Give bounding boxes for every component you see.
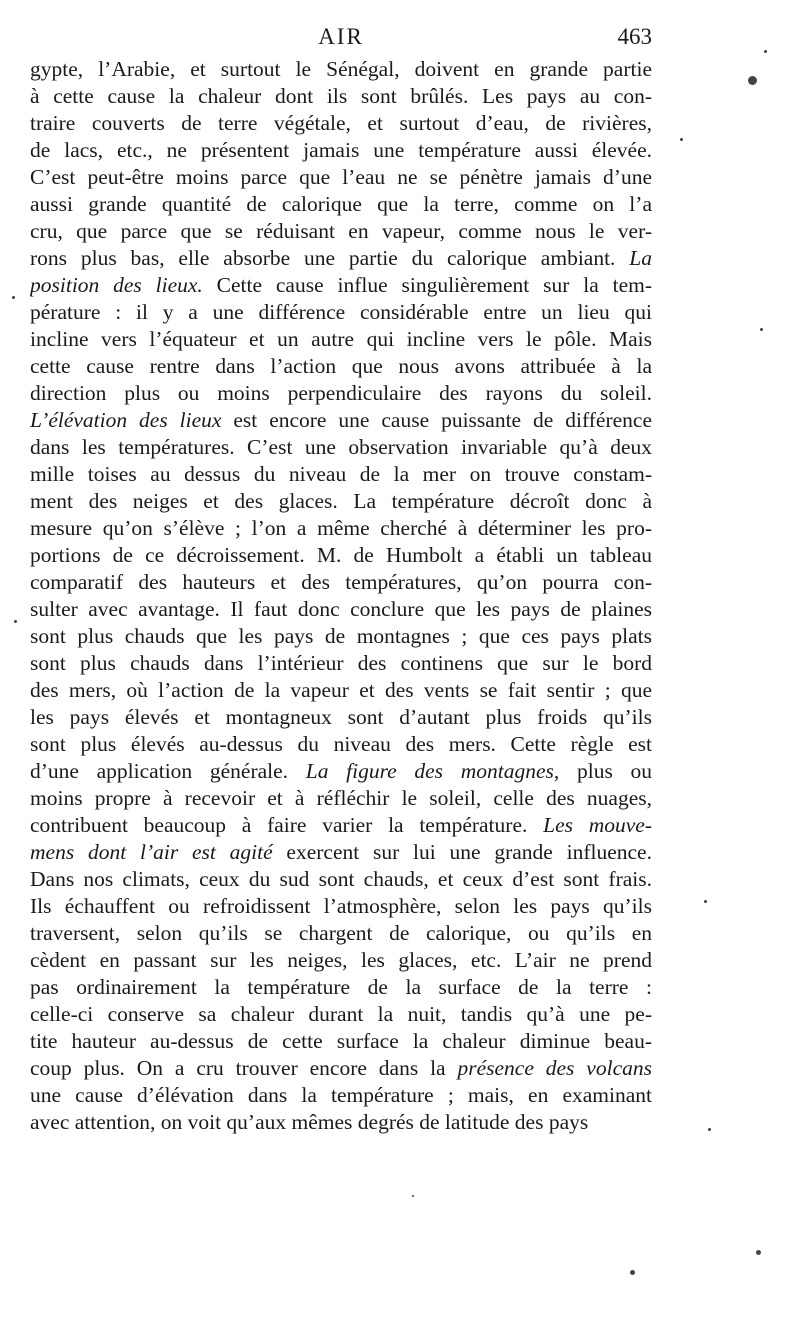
margin-speck: [12, 296, 15, 299]
text-segment: aussi grande quantité de calorique que la terre, comme on l’a: [30, 192, 652, 216]
text-line: [30, 299, 652, 326]
text-line: [30, 542, 652, 569]
margin-speck: [680, 138, 683, 141]
text-segment: incline vers l’équateur et un autre qui incline vers le pôle. Mais: [30, 327, 652, 351]
text-segment: coup plus. On a cru trouver encore dans la: [30, 1056, 458, 1080]
text-segment: pas ordinairement la température de la surface de la terre :: [30, 975, 652, 999]
text-line: [30, 56, 652, 83]
text-line: [30, 920, 652, 947]
text-segment: dans les températures. C’est une observation invariable qu’à deux: [30, 435, 652, 459]
text-line: [30, 704, 652, 731]
margin-speck: [764, 50, 767, 53]
text-line: [30, 677, 652, 704]
italic-text: présence des volcans: [457, 1056, 652, 1080]
text-segment: comparatif des hauteurs et des températures, qu’on pourra con-: [30, 570, 652, 594]
text-segment: celle-ci conserve sa chaleur durant la nuit, tandis qu’à une pe-: [30, 1002, 652, 1026]
text-line: [30, 758, 652, 785]
text-line: [30, 569, 652, 596]
margin-speck: [760, 328, 763, 331]
text-segment: mille toises au dessus du niveau de la mer on trouve constam-: [30, 462, 652, 486]
text-line: [30, 380, 652, 407]
text-segment: tite hauteur au-dessus de cette surface la chaleur diminue beau-: [30, 1029, 652, 1053]
text-segment: d’une application générale.: [30, 759, 306, 783]
text-line: [30, 191, 652, 218]
text-line: [30, 461, 652, 488]
text-segment: sont plus chauds que les pays de montagnes ; que ces pays plats: [30, 624, 652, 648]
text-segment: Dans nos climats, ceux du sud sont chauds, et ceux d’est sont frais.: [30, 867, 652, 891]
text-segment: Cette cause influe singulièrement sur la tem-: [202, 273, 652, 297]
text-segment: cèdent en passant sur les neiges, les glaces, etc. L’air ne prend: [30, 948, 652, 972]
text-segment: contribuent beaucoup à faire varier la température.: [30, 813, 544, 837]
margin-speck: [704, 900, 707, 903]
text-line: [30, 1028, 652, 1055]
text-segment: gypte, l’Arabie, et surtout le Sénégal, doivent en grande partie: [30, 57, 652, 81]
text-line: [30, 434, 652, 461]
text-segment: Ils échauffent ou refroidissent l’atmosphère, selon les pays qu’ils: [30, 894, 652, 918]
text-line: [30, 137, 652, 164]
italic-text: mens dont l’air est agité: [30, 840, 273, 864]
text-segment: direction plus ou moins perpendiculaire des rayons du soleil.: [30, 381, 652, 405]
text-line: [30, 650, 652, 677]
text-segment: des mers, où l’action de la vapeur et des vents se fait sentir ; que: [30, 678, 652, 702]
text-segment: une cause d’élévation dans la température ; mais, en examinant: [30, 1083, 652, 1107]
text-line: [30, 272, 652, 299]
text-segment: sont plus chauds dans l’intérieur des continens que sur le bord: [30, 651, 652, 675]
text-line: [30, 731, 652, 758]
italic-text: Les mouve-: [543, 813, 652, 837]
text-line: [30, 596, 652, 623]
text-segment: sont plus élevés au-dessus du niveau des mers. Cette règle est: [30, 732, 652, 756]
text-segment: mesure qu’on s’élève ; l’on a même cherché à déterminer les pro-: [30, 516, 652, 540]
text-line: [30, 515, 652, 542]
text-line: [30, 1109, 652, 1136]
italic-text: La figure des montagnes: [305, 759, 554, 783]
margin-speck: [756, 1250, 761, 1255]
text-line: [30, 326, 652, 353]
text-line: [30, 488, 652, 515]
margin-speck: [630, 1270, 635, 1275]
text-line: [30, 83, 652, 110]
text-segment: portions de ce décroissement. M. de Humbolt a établi un tableau: [30, 543, 652, 567]
text-line: [30, 1082, 652, 1109]
text-line: [30, 839, 652, 866]
text-segment: rons plus bas, elle absorbe une partie du calorique ambiant.: [30, 246, 630, 270]
text-line: [30, 353, 652, 380]
text-segment: pérature : il y a une différence considérable entre un lieu qui: [30, 300, 652, 324]
text-segment: cru, que parce que se réduisant en vapeur, comme nous le ver-: [30, 219, 652, 243]
text-segment: C’est peut-être moins parce que l’eau ne se pénètre jamais d’une: [30, 165, 652, 189]
text-segment: traire couverts de terre végétale, et surtout d’eau, de rivières,: [30, 111, 652, 135]
text-line: [30, 623, 652, 650]
text-line: [30, 974, 652, 1001]
text-segment: à cette cause la chaleur dont ils sont brûlés. Les pays au con-: [30, 84, 652, 108]
text-line: [30, 812, 652, 839]
body-text: [30, 56, 652, 1136]
text-line: [30, 785, 652, 812]
text-line: [30, 866, 652, 893]
italic-text: La: [629, 246, 652, 270]
text-line: [30, 218, 652, 245]
text-segment: avec attention, on voit qu’aux mêmes degrés de latitude des pays: [30, 1110, 589, 1134]
italic-text: L’élévation des lieux: [30, 408, 222, 432]
margin-speck: [14, 620, 17, 623]
italic-text: position des lieux.: [30, 273, 203, 297]
margin-speck: [412, 1195, 414, 1197]
running-title: AIR: [318, 24, 364, 49]
text-line: [30, 245, 652, 272]
text-line: [30, 164, 652, 191]
margin-speck: [748, 76, 757, 85]
page-number: 463: [617, 24, 652, 49]
text-line: [30, 1055, 652, 1082]
text-segment: est encore une cause puissante de différence: [221, 408, 652, 432]
text-segment: moins propre à recevoir et à réfléchir le soleil, celle des nuages,: [30, 786, 652, 810]
text-line: [30, 110, 652, 137]
text-segment: les pays élevés et montagneux sont d’autant plus froids qu’ils: [30, 705, 652, 729]
text-line: [30, 1001, 652, 1028]
text-segment: de lacs, etc., ne présentent jamais une température aussi élevée.: [30, 138, 652, 162]
running-head: [30, 24, 652, 58]
text-segment: sulter avec avantage. Il faut donc conclure que les pays de plaines: [30, 597, 652, 621]
text-line: [30, 893, 652, 920]
text-segment: exercent sur lui une grande influence.: [272, 840, 652, 864]
text-segment: traversent, selon qu’ils se chargent de calorique, ou qu’ils en: [30, 921, 652, 945]
text-segment: ment des neiges et des glaces. La température décroît donc à: [30, 489, 652, 513]
text-line: [30, 947, 652, 974]
text-segment: cette cause rentre dans l’action que nous avons attribuée à la: [30, 354, 652, 378]
text-line: [30, 407, 652, 434]
margin-speck: [708, 1128, 711, 1131]
text-segment: , plus ou: [553, 759, 652, 783]
